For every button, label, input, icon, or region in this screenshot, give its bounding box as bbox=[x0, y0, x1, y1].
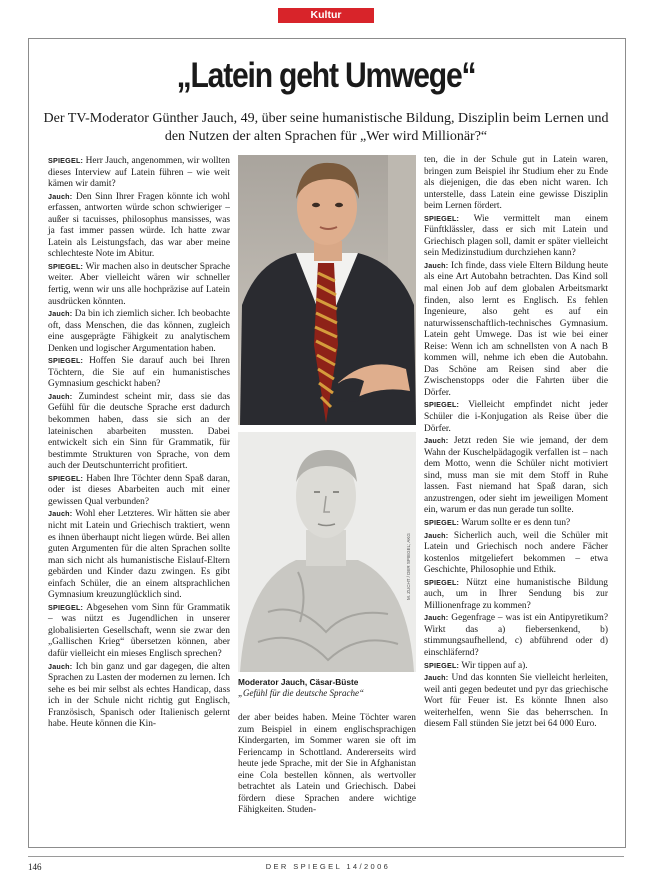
speaker-label: SPIEGEL: bbox=[424, 577, 460, 587]
photo-caption bbox=[238, 677, 418, 698]
caption-title: Moderator Jauch, Cäsar-Büste bbox=[238, 677, 359, 687]
section-tag: Kultur bbox=[278, 8, 374, 23]
paragraph-text: Da bin ich ziemlich sicher. Ich beobachte oft, dass Menschen, die das können, zugleich eine ausgeprägte Fähigkeit zu analytischem Denken und logischer Argumentation haben. bbox=[48, 309, 230, 354]
speaker-label: Jauch: bbox=[48, 191, 73, 201]
paragraph-text: Und das konnten Sie vielleicht herleiten, weil anti gegen bedeutet und pyr das griechische Wort für Feuer ist. Es könnte Ihnen also weiterhelfen, wenn Sie das beherrschen. In diesem Fall stünden Sie jetzt bei 64 000 Euro. bbox=[424, 673, 608, 730]
speaker-label: SPIEGEL: bbox=[48, 261, 84, 271]
speaker-label: Jauch: bbox=[424, 260, 449, 270]
paragraph-text: ten, die in der Schule gut in Latein waren, bringen zum Beispiel ihr Studium eher zu Ende als diejenigen, die das eben nicht waren. Ich unterstelle, dass Latein eine gewisse Disziplin beim Lernen fördert. bbox=[424, 155, 608, 212]
paragraph-text: Abgesehen vom Sinn für Grammatik – was nützt es Jugendlichen in unserer globalisierten Gesellschaft, wenn sie zwar den „Gallischen Krieg“ übersetzen können, aber dafür vielleicht ein mieses Englisch sprechen? bbox=[48, 602, 231, 659]
portrait-illustration bbox=[238, 155, 416, 425]
interview-paragraph bbox=[424, 612, 608, 659]
paragraph-text: Wir machen also in deutscher Sprache weiter. Aber vielleicht wären wir schneller fertig, wenn wir uns alle hochpräzise auf Latein ausdrücken könnten. bbox=[48, 261, 230, 307]
speaker-label: Jauch: bbox=[424, 613, 449, 623]
speaker-label: SPIEGEL: bbox=[424, 660, 460, 670]
speaker-label: Jauch: bbox=[48, 309, 73, 319]
interview-paragraph bbox=[424, 435, 608, 517]
paragraph-text: Gegenfrage – was ist ein Antipyretikum? Wirkt das a) fiebersenkend, b) stimmungsaufhellend, c) abführend oder d) einschläfernd? bbox=[424, 613, 608, 658]
speaker-label: SPIEGEL: bbox=[424, 213, 460, 223]
interview-paragraph bbox=[48, 661, 230, 731]
paragraph-text: Wie vermittelt man einem Fünftklässler, dass er sich mit Latein und Griechisch plagen soll, damit er später vielleicht sein Medizinstudium durchziehen kann? bbox=[424, 213, 608, 259]
speaker-label: SPIEGEL: bbox=[48, 473, 84, 483]
interview-paragraph bbox=[424, 530, 608, 577]
interview-paragraph bbox=[48, 508, 230, 601]
paragraph-text: Wir tippen auf a). bbox=[461, 660, 528, 671]
footer-rule bbox=[28, 856, 624, 857]
speaker-label: Jauch: bbox=[48, 661, 73, 671]
paragraph-text: Nützt eine humanistische Bildung auch, um in Ihrer Sendung bis zur Millionenfrage zu kommen? bbox=[424, 577, 608, 611]
interview-paragraph bbox=[238, 713, 416, 817]
photo-credit: M. ZUCHT / DER SPIEGEL; AKG bbox=[406, 533, 411, 600]
caption-quote: „Gefühl für die deutsche Sprache“ bbox=[238, 687, 364, 698]
interview-paragraph bbox=[424, 517, 608, 530]
speaker-label: SPIEGEL: bbox=[424, 400, 460, 410]
paragraph-text: Wohl eher Letzteres. Wir hätten sie aber nicht mit Latein und Griechisch traktiert, wenn es ihnen überhaupt nicht liegen würde. Bei allen guten Argumenten für die alten Sprachen sollte man sich nicht als humanistische Eislauf-Eltern gebärden und Kinder dazu zwingen. Es gibt einfach Schüler, die an einem altsprachlichen Gymnasium kreuzunglücklich sind. bbox=[48, 509, 230, 601]
interview-paragraph bbox=[48, 473, 230, 509]
interview-paragraph bbox=[48, 191, 230, 261]
paragraph-text: Herr Jauch, angenommen, wir wollten dieses Interview auf Latein führen – wie weit kämen wir damit? bbox=[48, 156, 230, 190]
speaker-label: Jauch: bbox=[48, 509, 73, 519]
headline: „Latein geht Umwege“ bbox=[176, 56, 476, 95]
column-2 bbox=[238, 713, 416, 817]
journal-issue: DER SPIEGEL 14/2006 bbox=[265, 862, 391, 871]
paragraph-text: Hoffen Sie darauf auch bei Ihren Töchtern, die Sie auf ein humanistisches Gymnasium geschickt haben? bbox=[48, 356, 230, 390]
column-1 bbox=[48, 155, 230, 731]
interview-paragraph bbox=[424, 672, 608, 731]
speaker-label: Jauch: bbox=[424, 673, 449, 683]
interview-paragraph bbox=[48, 602, 230, 661]
speaker-label: Jauch: bbox=[424, 530, 449, 540]
paragraph-text: Den Sinn Ihrer Fragen könnte ich wohl erfassen, antworten würde schon schwieriger – außer si tacuisses, philosophus mansisses, was ja fast immer passen würde. Ich hatte zwar Latein als Leistungsfach, das war aber meine schlechteste Note im Abitur. bbox=[48, 191, 231, 260]
page-number: 146 bbox=[28, 862, 42, 872]
paragraph-text: der aber beides haben. Meine Töchter waren zum Beispiel in einem englischsprachigen Kindergarten, im Sommer waren sie oft im Feriencamp in Schottland. Andererseits wird heute jede Sprache, mit der Sie in Afghanistan eine Cola bestellen können, als wertvoller betrachtet als Latein und Griechisch. Dabei fördern diese Sprachen andere wichtige Fähigkeiten. Studen- bbox=[238, 713, 416, 816]
interview-paragraph bbox=[424, 399, 608, 435]
interview-paragraph bbox=[48, 355, 230, 391]
interview-paragraph bbox=[424, 155, 608, 213]
speaker-label: Jauch: bbox=[48, 391, 73, 401]
speaker-label: Jauch: bbox=[424, 436, 449, 446]
paragraph-text: Haben Ihre Töchter denn Spaß daran, oder ist dieses Abarbeiten auch mit einer gewissen Qual verbunden? bbox=[48, 473, 230, 507]
paragraph-text: Jetzt reden Sie wie jemand, der dem Wahn der Kuschelpädagogik verfallen ist – nach dem Motto, wenn die Schüler nicht motiviert sind, muss man sie mit dem Stoff in Ruhe lassen. Fast niemand hat Spaß daran, sich anzustrengen, oder sieht im jeweiligen Moment ein, warum er das nun gerade tun sollte. bbox=[424, 436, 608, 516]
speaker-label: SPIEGEL: bbox=[48, 156, 84, 165]
paragraph-text: Vielleicht empfindet nicht jeder Schüler die i-Konjugation als Reise über die Dörfer. bbox=[424, 400, 608, 434]
interview-paragraph bbox=[48, 155, 230, 191]
interview-paragraph bbox=[424, 260, 608, 400]
photo-caesar-bust bbox=[238, 432, 416, 672]
interview-paragraph bbox=[48, 391, 230, 473]
paragraph-text: Sicherlich auch, weil die Schüler mit Latein und Griechisch noch andere Fächer kostenlos mitgeliefert bekommen – etwa Geschichte, Philosophie und Ethik. bbox=[424, 530, 608, 576]
paragraph-text: Ich bin ganz und gar dagegen, die alten Sprachen zu Lasten der modernen zu lernen. Ich sehe es bei mir selbst als echtes Handicap, dass ich in der Schule nicht richtig gut Englisch, Französisch, Spanisch oder Italienisch gelernt habe. Heute können die Kin- bbox=[48, 661, 230, 730]
interview-paragraph bbox=[48, 261, 230, 308]
speaker-label: SPIEGEL: bbox=[424, 517, 460, 527]
interview-paragraph bbox=[424, 660, 608, 673]
interview-paragraph bbox=[424, 577, 608, 613]
interview-paragraph bbox=[424, 213, 608, 260]
dek: Der TV-Moderator Günther Jauch, 49, über seine humanistische Bildung, Disziplin beim Lernen und den Nutzen der alten Sprachen für „Wer wird Millionär?“ bbox=[43, 111, 609, 144]
column-3 bbox=[424, 155, 608, 731]
paragraph-text: Ich finde, dass viele Eltern Bildung heute als eine Art Autobahn betrachten. Das Kind soll mal einen Job auf dem globalen Arbeitsmarkt finden, also lernt es Englisch. Es fehlen Ingenieure, also geht es auf ein naturwissenschaftlich-technisches Gymnasium. Latein geht Umwege. Das ist wie bei einer Reise: Wenn ich am schnellsten von A nach B kommen will, nehme ich eben die Autobahn. Das Schöne am Reisen sind aber die Zwischenstopps oder die Fahrten über die Dörfer. bbox=[424, 260, 608, 398]
speaker-label: SPIEGEL: bbox=[48, 602, 84, 612]
photo-jauch bbox=[238, 155, 416, 425]
paragraph-text: Zumindest scheint mir, dass sie das Gefühl für die deutsche Sprache erst dadurch bekommen haben, dass sie sich an der lateinischen abarbeiten mussten. Dabei entwickelt sich ein Sinn für Grammatik, für bestimmte Strukturen von Sprache, von dem auch der Deutschunterricht profitiert. bbox=[48, 391, 230, 472]
speaker-label: SPIEGEL: bbox=[48, 356, 84, 366]
interview-paragraph bbox=[48, 308, 230, 355]
caesar-bust-illustration bbox=[238, 432, 416, 672]
paragraph-text: Warum sollte er es denn tun? bbox=[461, 517, 571, 528]
